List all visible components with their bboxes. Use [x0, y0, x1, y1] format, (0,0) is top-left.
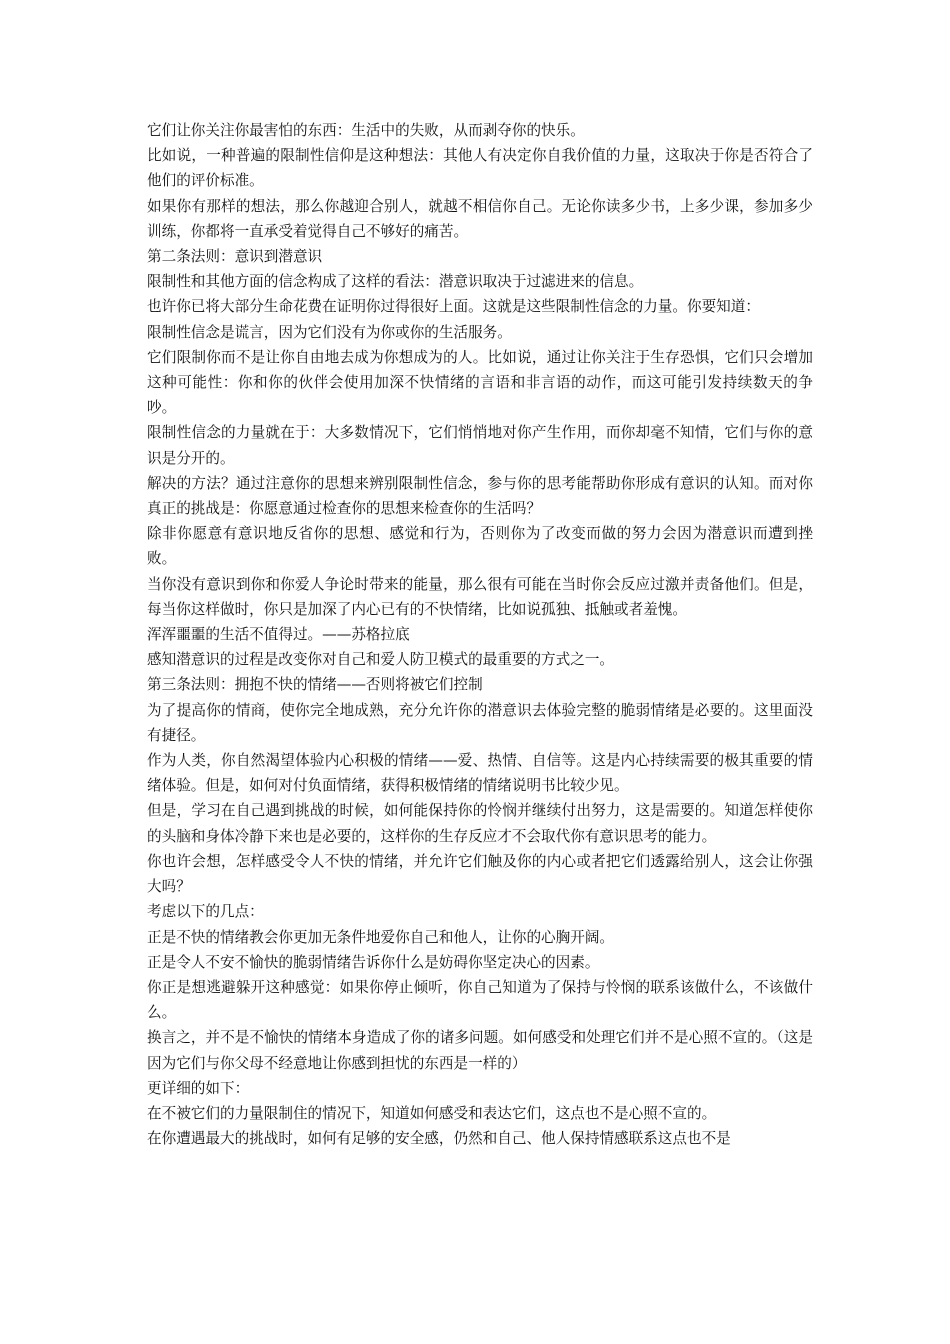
paragraph: 它们限制你而不是让你自由地去成为你想成为的人。比如说，通过让你关注于生存恐惧，它们只会增加这种可能性：你和你的伙伴会使用加深不快情绪的言语和非言语的动作，而这可能引发持续数天的争吵。: [147, 348, 813, 417]
paragraph: 解决的方法？通过注意你的思想来辨别限制性信念，参与你的思考能帮助你形成有意识的认知。而对你真正的挑战是：你愿意通过检查你的思想来检查你的生活吗？: [147, 474, 813, 518]
document-body: [147, 118, 813, 1151]
paragraph: 除非你愿意有意识地反省你的思想、感觉和行为，否则你为了改变而做的努力会因为潜意识而遭到挫败。: [147, 525, 813, 568]
paragraph: 限制性和其他方面的信念构成了这样的看法：潜意识取决于过滤进来的信息。: [147, 273, 644, 291]
paragraph: 比如说，一种普遍的限制性信仰是这种想法：其他人有决定你自我价值的力量，这取决于你是否符合了他们的评价标准。: [147, 147, 813, 190]
paragraph: 正是不快的情绪教会你更加无条件地爱你自己和他人，让你的心胸开阔。: [147, 928, 615, 946]
paragraph: 但是，学习在自己遇到挑战的时候，如何能保持你的怜悯并继续付出努力，这是需要的。知道怎样使你的头脑和身体冷静下来也是必要的，这样你的生存反应才不会取代你有意识思考的能力。: [147, 802, 813, 845]
paragraph: 你正是想逃避躲开这种感觉：如果你停止倾听，你自己知道为了保持与怜悯的联系该做什么，不该做什么。: [147, 978, 813, 1022]
paragraph: 限制性信念是谎言，因为它们没有为你或你的生活服务。: [147, 323, 512, 341]
paragraph: 感知潜意识的过程是改变你对自己和爱人防卫模式的最重要的方式之一。: [147, 651, 615, 669]
paragraph: 在你遭遇最大的挑战时，如何有足够的安全感，仍然和自己、他人保持情感联系这点也不是: [147, 1130, 731, 1148]
paragraph: 第二条法则：意识到潜意识: [147, 248, 323, 266]
paragraph: 当你没有意识到你和你爱人争论时带来的能量，那么很有可能在当时你会反应过激并责备他们。但是，每当你这样做时，你只是加深了内心已有的不快情绪，比如说孤独、抵触或者羞愧。: [147, 575, 813, 618]
paragraph: 也许你已将大部分生命花费在证明你过得很好上面。这就是这些限制性信念的力量。你要知道：: [147, 298, 760, 316]
paragraph: 在不被它们的力量限制住的情况下，知道如何感受和表达它们，这点也不是心照不宣的。: [147, 1104, 717, 1122]
paragraph: 它们让你关注你最害怕的东西：生活中的失败，从而剥夺你的快乐。: [147, 122, 585, 139]
paragraph: 换言之，并不是不愉快的情绪本身造成了你的诸多问题。如何感受和处理它们并不是心照不宣的。（这是因为它们与你父母不经意地让你感到担忧的东西是一样的）: [147, 1029, 813, 1072]
paragraph: 作为人类，你自然渴望体验内心积极的情绪——爱、热情、自信等。这是内心持续需要的极其重要的情绪体验。但是，如何对付负面情绪，获得积极情绪的情绪说明书比较少见。: [147, 752, 813, 795]
paragraph: 你也许会想，怎样感受令人不快的情绪，并允许它们触及你的内心或者把它们透露给别人，这会让你强大吗？: [147, 852, 813, 896]
paragraph: 限制性信念的力量就在于：大多数情况下，它们悄悄地对你产生作用，而你却毫不知情，它们与你的意识是分开的。: [147, 424, 813, 467]
paragraph: 浑浑噩噩的生活不值得过。——苏格拉底: [147, 626, 410, 644]
paragraph: 正是令人不安不愉快的脆弱情绪告诉你什么是妨碍你坚定决心的因素。: [147, 953, 600, 971]
paragraph: 考虑以下的几点：: [147, 903, 264, 921]
paragraph: 为了提高你的情商，使你完全地成熟，充分允许你的潜意识去体验完整的脆弱情绪是必要的。这里面没有捷径。: [147, 701, 813, 744]
paragraph: 如果你有那样的想法，那么你越迎合别人，就越不相信你自己。无论你读多少书，上多少课，参加多少训练，你都将一直承受着觉得自己不够好的痛苦。: [147, 197, 813, 240]
paragraph: 更详细的如下：: [147, 1079, 250, 1097]
paragraph: 第三条法则：拥抱不快的情绪——否则将被它们控制: [147, 676, 483, 694]
